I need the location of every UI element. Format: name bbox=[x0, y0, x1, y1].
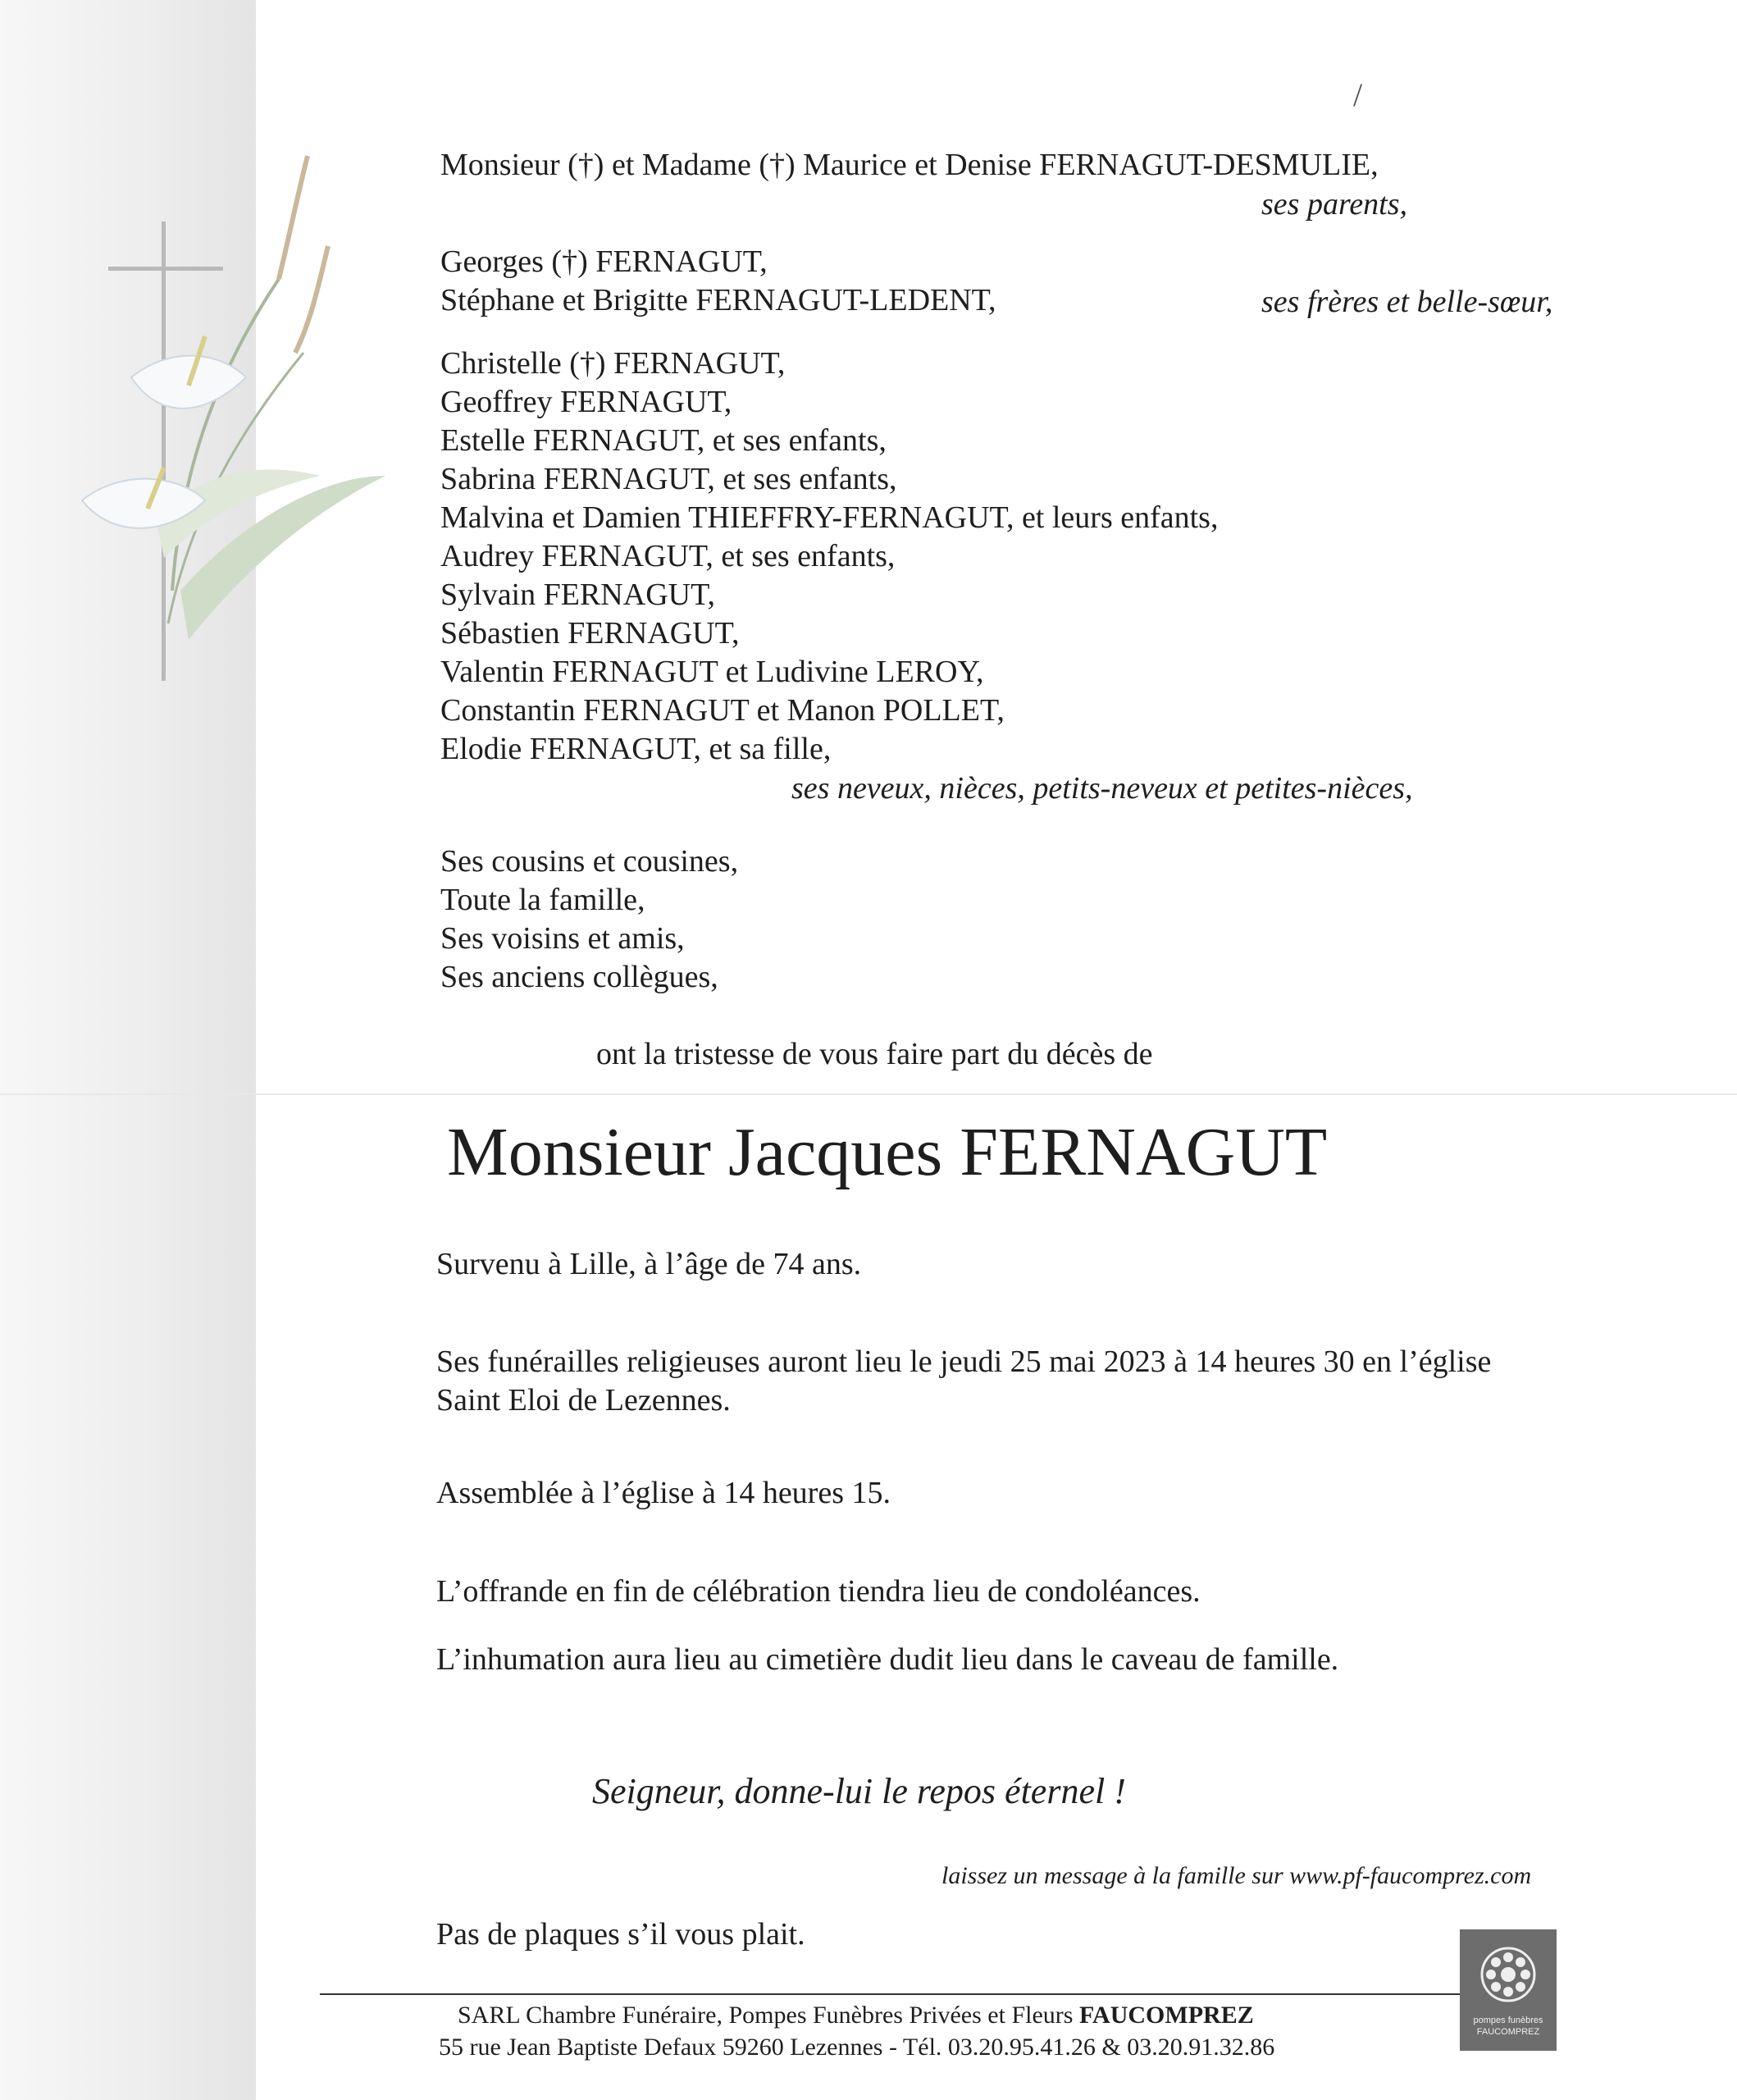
funeral-info: Ses funérailles religieuses auront lieu le jeudi 25 mai 2023 à 14 heures 30 en l’église bbox=[436, 1344, 1492, 1379]
footer-company-prefix: SARL Chambre Funéraire, Pompes Funèbres Privées et Fleurs bbox=[458, 2002, 1074, 2029]
prayer: Seigneur, donne-lui le repos éternel ! bbox=[592, 1771, 1126, 1811]
footer-company-name: FAUCOMPREZ bbox=[1078, 2002, 1254, 2029]
nephews-relation: ses neveux, nièces, petits-neveux et petites-nièces, bbox=[791, 771, 1413, 806]
death-info: Survenu à Lille, à l’âge de 74 ans. bbox=[436, 1247, 862, 1281]
nephew-line: Sébastien FERNAGUT, bbox=[440, 616, 740, 651]
nephew-line: Malvina et Damien THIEFFRY-FERNAGUT, et leurs enfants, bbox=[440, 500, 1219, 535]
sibling-line: Stéphane et Brigitte FERNAGUT-LEDENT, bbox=[440, 283, 996, 317]
nephew-line: Sylvain FERNAGUT, bbox=[440, 578, 715, 612]
nephew-line: Sabrina FERNAGUT, et ses enfants, bbox=[440, 462, 897, 496]
nephew-line: Audrey FERNAGUT, et ses enfants, bbox=[440, 539, 896, 573]
funeral-place: Saint Eloi de Lezennes. bbox=[436, 1383, 731, 1418]
deceased-name: Monsieur Jacques FERNAGUT bbox=[447, 1114, 1328, 1190]
announcement: ont la tristesse de vous faire part du décès de bbox=[596, 1037, 1153, 1071]
fold-line bbox=[0, 1093, 1737, 1095]
others-line: Ses voisins et amis, bbox=[440, 921, 685, 956]
footer-company bbox=[458, 2000, 1254, 2031]
company-logo bbox=[1460, 1929, 1557, 2051]
others-line: Ses cousins et cousines, bbox=[440, 844, 739, 879]
flower-emblem-icon bbox=[1479, 1946, 1537, 2003]
footer-rule bbox=[320, 1993, 1460, 1995]
scan-mark: / bbox=[1353, 76, 1363, 113]
footer-address: 55 rue Jean Baptiste Defaux 59260 Lezennes - Tél. 03.20.95.41.26 & 03.20.91.32.86 bbox=[439, 2034, 1275, 2061]
no-plaques-notice: Pas de plaques s’il vous plait. bbox=[436, 1917, 805, 1952]
sibling-line: Georges (†) FERNAGUT, bbox=[440, 244, 768, 279]
nephew-line: Estelle FERNAGUT, et ses enfants, bbox=[440, 423, 887, 458]
logo-line: FAUCOMPREZ bbox=[1476, 2027, 1540, 2037]
others-line: Toute la famille, bbox=[440, 883, 645, 917]
cross-and-lily-illustration bbox=[49, 131, 394, 755]
siblings-relation: ses frères et belle-sœur, bbox=[1261, 285, 1553, 319]
nephew-line: Constantin FERNAGUT et Manon POLLET, bbox=[440, 693, 1005, 728]
logo-line: pompes funèbres bbox=[1473, 2016, 1543, 2025]
offering-info: L’offrande en fin de célébration tiendra lieu de condoléances. bbox=[436, 1574, 1201, 1609]
others-line: Ses anciens collègues, bbox=[440, 960, 718, 994]
parents-names: Monsieur (†) et Madame (†) Maurice et Denise FERNAGUT-DESMULIE, bbox=[440, 148, 1379, 182]
nephew-line: Valentin FERNAGUT et Ludivine LEROY, bbox=[440, 655, 984, 689]
nephew-line: Christelle (†) FERNAGUT, bbox=[440, 346, 786, 381]
parents-relation: ses parents, bbox=[1261, 187, 1408, 221]
nephew-line: Geoffrey FERNAGUT, bbox=[440, 385, 732, 419]
assembly-info: Assemblée à l’église à 14 heures 15. bbox=[436, 1476, 891, 1510]
nephew-line: Elodie FERNAGUT, et sa fille, bbox=[440, 732, 832, 766]
website-message: laissez un message à la famille sur www.pf-faucomprez.com bbox=[941, 1862, 1532, 1889]
logo-text bbox=[1460, 2015, 1557, 2038]
burial-info: L’inhumation aura lieu au cimetière dudit lieu dans le caveau de famille. bbox=[436, 1642, 1339, 1677]
